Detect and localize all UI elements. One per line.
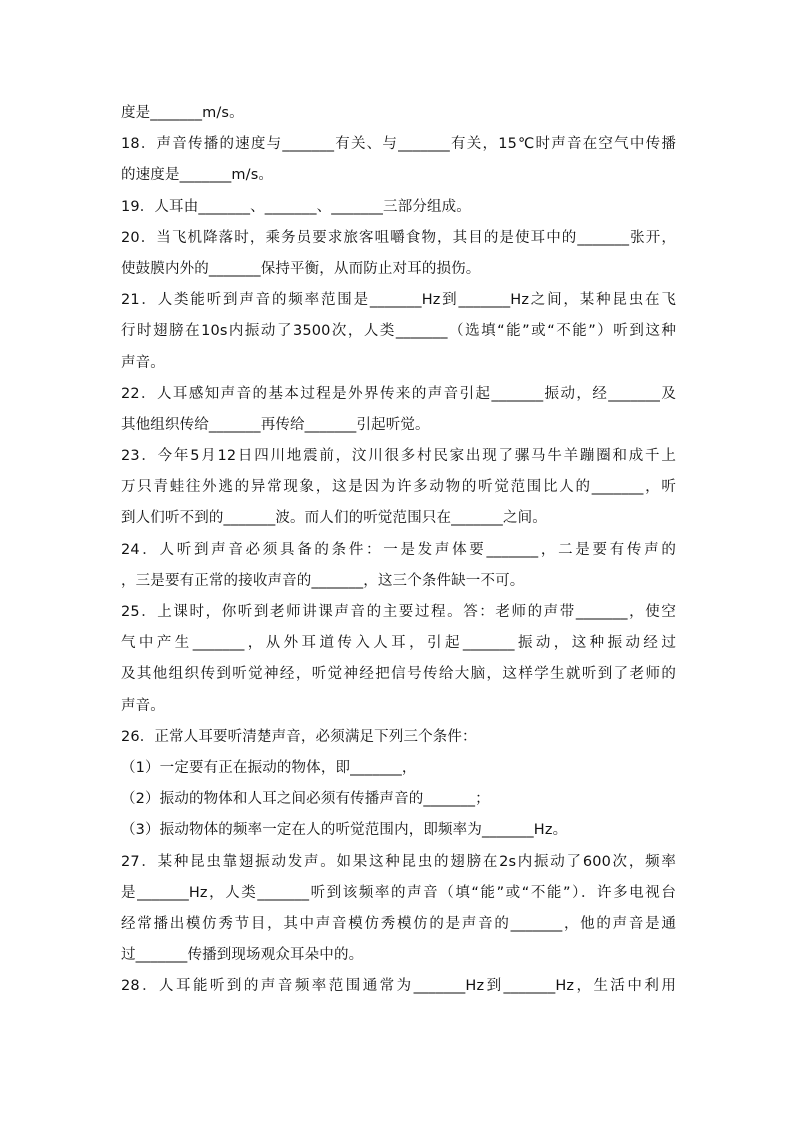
text-line: 度是_______m/s。 bbox=[121, 105, 244, 121]
text-line: （1）一定要有正在振动的物体，即_______， bbox=[121, 759, 417, 776]
question-text bbox=[121, 98, 676, 1002]
text-line: 使鼓膜内外的_______保持平衡，从而防止对耳的损伤。 bbox=[121, 260, 481, 277]
text-line: 25．上课时，你听到老师讲课声音的主要过程。答：老师的声带_______，使空 bbox=[121, 604, 676, 620]
text-line: 28．人耳能听到的声音频率范围通常为_______Hz到_______Hz，生活中利用 bbox=[121, 978, 676, 995]
text-line: （3）振动物体的频率一定在人的听觉范围内，即频率为_______Hz。 bbox=[121, 822, 568, 839]
text-line: 气中产生_______，从外耳道传入人耳，引起_______振动，这种振动经过 bbox=[121, 635, 676, 652]
text-line: 20．当飞机降落时，乘务员要求旅客咀嚼食物，其目的是使耳中的_______张开， bbox=[121, 229, 676, 246]
text-line: 18．声音传播的速度与_______有关、与_______有关，15℃时声音在空气中传播 bbox=[121, 136, 676, 153]
text-line: 27．某种昆虫靠翅振动发声。如果这种昆虫的翅膀在2s内振动了600次，频率 bbox=[121, 853, 676, 870]
text-line: 26．正常人耳要听清楚声音，必须满足下列三个条件： bbox=[121, 728, 477, 745]
text-line: 23．今年5月12日四川地震前，汶川很多村民家出现了骡马牛羊蹦圈和成千上 bbox=[121, 448, 676, 465]
text-line: 其他组织传给_______再传给_______引起听觉。 bbox=[121, 416, 430, 433]
text-line: 是_______Hz，人类_______听到该频率的声音（填“能”或“不能”）．许多电视台 bbox=[121, 884, 676, 901]
text-line: 万只青蛙往外逃的异常现象，这是因为许多动物的听觉范围比人的_______，听 bbox=[121, 479, 676, 496]
text-line: 行时翅膀在10s内振动了3500次，人类_______（选填“能”或“不能”）听到这种 bbox=[121, 323, 676, 340]
text-line: 的速度是_______m/s。 bbox=[121, 167, 274, 184]
text-line: 24．人听到声音必须具备的条件：一是发声体要_______，二是要有传声的 bbox=[121, 541, 676, 558]
text-line: 经常播出模仿秀节目，其中声音模仿秀模仿的是声音的_______，他的声音是通 bbox=[121, 915, 676, 932]
text-line: （2）振动的物体和人耳之间必须有传播声音的_______； bbox=[121, 791, 490, 808]
text-line: 到人们听不到的_______波。而人们的听觉范围只在_______之间。 bbox=[121, 510, 547, 527]
text-line: 22．人耳感知声音的基本过程是外界传来的声音引起_______振动，经_______及 bbox=[121, 385, 676, 402]
text-line: 及其他组织传到听觉神经，听觉神经把信号传给大脑，这样学生就听到了老师的 bbox=[121, 666, 676, 683]
text-line: ，三是要有正常的接收声音的_______，这三个条件缺一不可。 bbox=[121, 572, 525, 589]
text-line: 过_______传播到现场观众耳朵中的。 bbox=[121, 947, 364, 964]
text-line: 声音。 bbox=[121, 354, 165, 371]
text-line: 声音。 bbox=[121, 697, 165, 714]
text-line: 21．人类能听到声音的频率范围是_______Hz到_______Hz之间，某种昆虫在飞 bbox=[121, 292, 676, 309]
text-line: 19．人耳由_______、_______、_______三部分组成。 bbox=[121, 198, 471, 215]
